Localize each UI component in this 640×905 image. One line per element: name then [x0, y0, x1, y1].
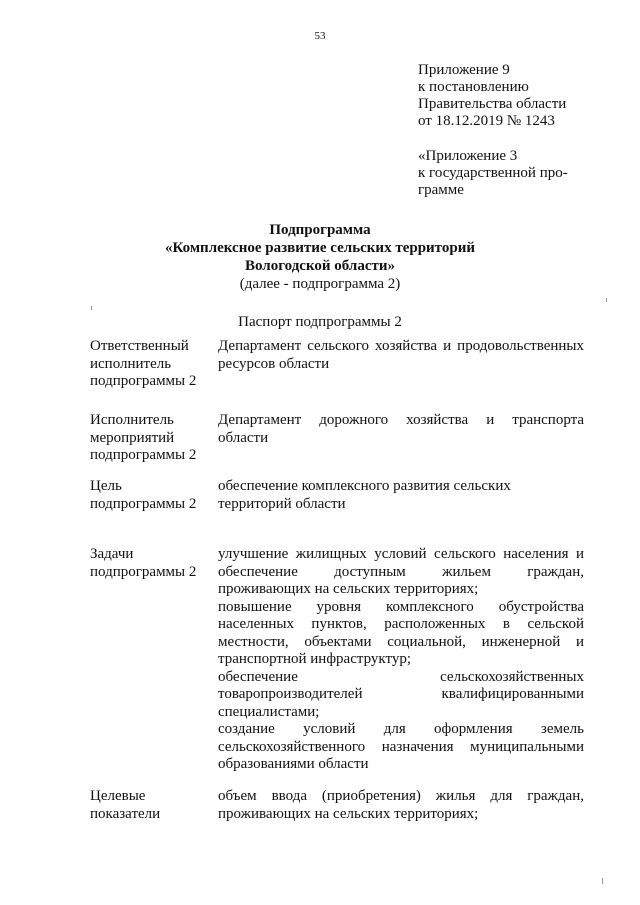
label-line: подпрограммы 2: [90, 447, 197, 463]
value-line: области: [218, 429, 269, 446]
label-line: показатели: [90, 805, 161, 822]
row-value: [218, 478, 584, 513]
subprogram-name: «Комплексное развитие сельских территорий: [165, 240, 475, 256]
value-line: проживающих на сельских территориях;: [218, 581, 479, 597]
subprogram-name-cont: Вологодской области»: [244, 258, 396, 274]
label-line: подпрограммы 2: [90, 495, 197, 512]
row-value: [218, 338, 584, 373]
label-line: Задачи: [90, 546, 134, 562]
scan-mark: [91, 306, 92, 310]
label-line: мероприятий: [90, 429, 175, 446]
value-line: обеспечение комплексного развития сельских: [218, 478, 511, 494]
scan-mark: [602, 878, 603, 884]
value-line: обеспечение доступным жильем граждан,: [218, 563, 584, 580]
value-line: территорий области: [218, 495, 346, 512]
label-line: Ответственный: [90, 338, 189, 354]
appendix-line: к постановлению: [418, 79, 529, 95]
value-line: создание условий для оформления земель: [218, 721, 584, 737]
row-label: [90, 478, 210, 513]
value-line: образованиями области: [218, 756, 369, 772]
value-word: хозяйства: [406, 412, 469, 428]
appendix-line: Приложение 9: [418, 62, 510, 78]
row-value: [218, 788, 584, 823]
label-line: исполнитель: [90, 355, 172, 372]
value-line: ресурсов области: [218, 355, 330, 372]
value-line: транспортной инфраструктур;: [218, 651, 412, 667]
appendix-line: Правительства области: [418, 96, 567, 112]
value-line: повышение уровня комплексного обустройства: [218, 598, 584, 615]
subprogram-title: Подпрограмма: [269, 222, 371, 238]
appendix-ref-line: грамме: [418, 182, 464, 198]
subprogram-note: (далее - подпрограмма 2): [239, 276, 401, 292]
label-line: Целевые: [90, 788, 146, 804]
label-line: Исполнитель: [90, 412, 174, 428]
value-word: транспорта: [512, 412, 585, 428]
row-value: [218, 412, 584, 447]
label-line: подпрограммы 2: [90, 373, 197, 389]
page-number: 53: [314, 30, 326, 42]
passport-heading: Паспорт подпрограммы 2: [238, 314, 402, 330]
value-word: дорожного: [319, 412, 389, 428]
value-line: населенных пунктов, расположенных в сельской: [218, 616, 584, 632]
value-line: обеспечение сельскохозяйственных: [218, 668, 584, 685]
value-line: проживающих на сельских территориях;: [218, 805, 479, 822]
value-line: улучшение жилищных условий сельского населения и: [218, 546, 584, 562]
label-line: подпрограммы 2: [90, 563, 197, 580]
value-line: Департамент сельского хозяйства и продовольственных: [218, 338, 584, 354]
value-line: сельскохозяйственного назначения муниципальными: [218, 738, 584, 755]
appendix-line: от 18.12.2019 № 1243: [418, 113, 555, 129]
row-label: [90, 412, 210, 465]
appendix-block: [418, 62, 566, 130]
scan-mark: [606, 298, 607, 302]
value-word: и: [486, 412, 495, 428]
value-line: специалистами;: [218, 703, 320, 720]
value-line: местности, объектами социальной, инженерной и: [218, 633, 584, 650]
appendix-ref-block: [418, 148, 568, 199]
appendix-ref-line: «Приложение 3: [418, 148, 518, 164]
value-line: объем ввода (приобретения) жилья для граждан,: [218, 788, 584, 804]
value-line: товаропроизводителей квалифицированными: [218, 686, 584, 702]
appendix-ref-line: к государственной про-: [418, 165, 568, 181]
value-word: Департамент: [218, 412, 302, 428]
value-line: [218, 412, 584, 430]
row-label: [90, 546, 210, 581]
row-value: [218, 546, 584, 774]
row-label: [90, 338, 210, 391]
label-line: Цель: [90, 478, 122, 494]
row-label: [90, 788, 210, 823]
